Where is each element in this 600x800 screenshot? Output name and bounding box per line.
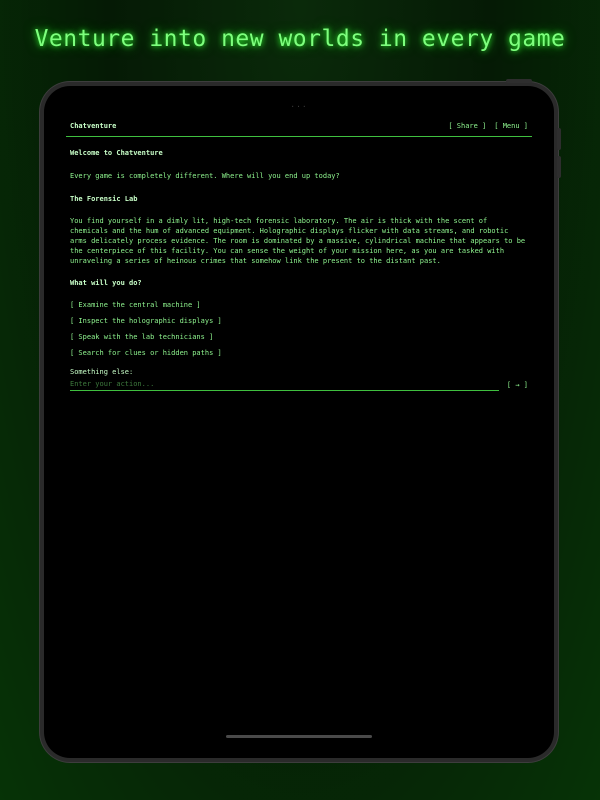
action-input[interactable] xyxy=(70,379,499,391)
app-title: Chatventure xyxy=(70,122,117,130)
top-bar xyxy=(66,116,532,137)
headline: Venture into new worlds in every game xyxy=(34,26,566,52)
menu-button[interactable]: [ Menu ] xyxy=(494,122,528,130)
custom-action-row xyxy=(70,379,528,391)
choice-examine-machine[interactable]: [ Examine the central machine ] xyxy=(70,301,201,309)
tablet-frame xyxy=(40,82,558,762)
custom-action-label: Something else: xyxy=(70,368,134,376)
tablet-screen xyxy=(44,86,554,758)
story-text: You find yourself in a dimly lit, high-tech forensic laboratory. The air is thick with the scent of chemicals and the hum of advanced equipment. Holographic displays flicker with data streams, and robotic arms delicately process evidence. The room is dominated by a massive, cylindrical machine that appears to be the centerpiece of this facility. You can sense the weight of your mission here, as you are tasked with unraveling a series of heinous crimes that somehow link the present to the distant past. xyxy=(70,217,526,265)
action-prompt: What will you do? xyxy=(70,279,142,287)
scene-title: The Forensic Lab xyxy=(70,195,138,203)
intro-text: Every game is completely different. Where will you end up today? xyxy=(70,172,340,180)
power-button xyxy=(506,79,532,83)
top-bar-actions xyxy=(448,121,528,131)
volume-down-button xyxy=(557,156,561,178)
choice-inspect-displays[interactable]: [ Inspect the holographic displays ] xyxy=(70,317,222,325)
game-transcript xyxy=(66,148,532,391)
welcome-heading: Welcome to Chatventure xyxy=(70,149,163,157)
camera-indicator: ··· xyxy=(290,102,308,111)
choice-search-clues[interactable]: [ Search for clues or hidden paths ] xyxy=(70,349,222,357)
share-button[interactable]: [ Share ] xyxy=(448,122,487,130)
volume-up-button xyxy=(557,128,561,150)
send-button[interactable]: [ → ] xyxy=(506,381,528,389)
choice-list xyxy=(70,300,528,358)
chat-app xyxy=(66,116,532,391)
choice-speak-technicians[interactable]: [ Speak with the lab technicians ] xyxy=(70,333,214,341)
home-indicator xyxy=(226,735,372,738)
